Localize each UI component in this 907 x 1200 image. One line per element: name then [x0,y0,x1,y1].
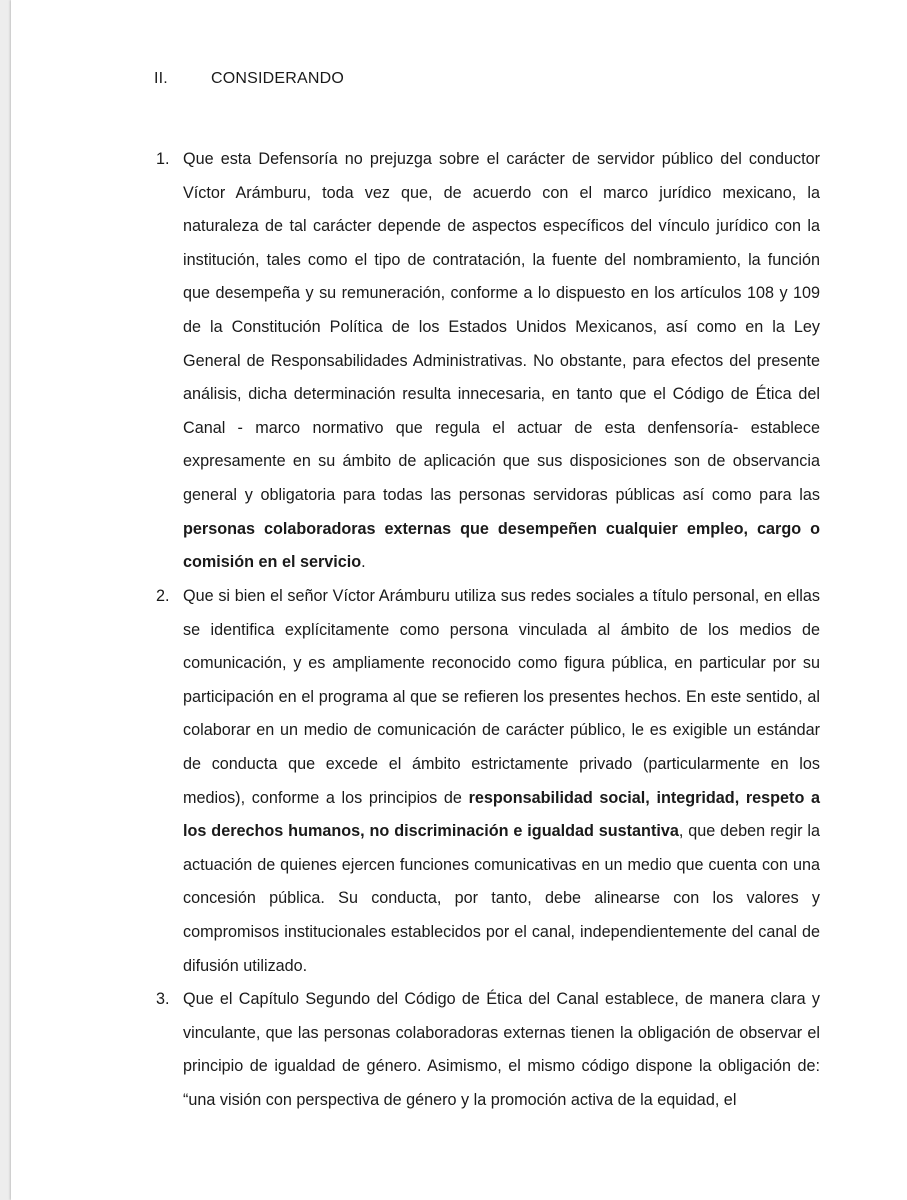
section-number: II. [154,70,168,87]
section-heading [154,70,344,88]
item-number: 3. [156,990,170,1008]
paragraph-bold-text: responsabilidad social, integridad, respeto a los derechos humanos, no discriminación e igualdad sustantiva [183,788,820,841]
list-item-1 [156,143,820,580]
item-number: 1. [156,150,170,168]
item-number: 2. [156,587,170,605]
item-paragraph [183,580,820,983]
item-paragraph [183,983,820,1117]
list-item-3 [156,983,820,1117]
section-title: CONSIDERANDO [211,70,345,87]
paragraph-text: Que si bien el señor Víctor Arámburu utiliza sus redes sociales a título personal, en ellas se identifica explícitamente como persona vinculada al ámbito de los medios de comunicación, y es ampliamente reconocido como figura pública, en particular por su participación en el programa al que se refieren los presentes hechos. En este sentido, al colaborar en un medio de comunicación de carácter público, le es exigible un estándar de conducta que excede el ámbito estrictamente privado (particularmente en los medios), conforme a los principios de [183,587,820,807]
paragraph-bold-text: personas colaboradoras externas que desempeñen cualquier empleo, cargo o comisión en el servicio [183,519,820,572]
item-paragraph [183,143,820,580]
paragraph-text: . [361,553,366,572]
paragraph-text: Que esta Defensoría no prejuzga sobre el carácter de servidor público del conductor Víctor Arámburu, toda vez que, de acuerdo con el marco jurídico mexicano, la naturaleza de tal carácter depende de aspectos específicos del vínculo jurídico con la institución, tales como el tipo de contratación, la fuente del nombramiento, la función que desempeña y su remuneración, conforme a lo dispuesto en los artículos 108 y 109 de la Constitución Política de los Estados Unidos Mexicanos, así como en la Ley General de Responsabilidades Administrativas. No obstante, para efectos del presente análisis, dicha determinación resulta innecesaria, en tanto que el Código de Ética del Canal - marco normativo que regula el actuar de esta denfensoría- establece expresamente en su ámbito de aplicación que sus disposiciones son de observancia general y obligatoria para todas las personas servidoras públicas así como para las [183,150,820,504]
paragraph-text: Que el Capítulo Segundo del Código de Ética del Canal establece, de manera clara y vinculante, que las personas colaboradoras externas tienen la obligación de observar el principio de igualdad de género. Asimismo, el mismo código dispone la obligación de: “una visión con perspectiva de género y la promoción activa de la equidad, el [183,990,820,1109]
paragraph-text: , que deben regir la actuación de quienes ejercen funciones comunicativas en un medio que cuenta con una concesión pública. Su conducta, por tanto, debe alinearse con los valores y compromisos institucionales establecidos por el canal, independientemente del canal de difusión utilizado. [183,822,820,975]
document-page [11,0,907,1200]
list-item-2 [156,580,820,983]
